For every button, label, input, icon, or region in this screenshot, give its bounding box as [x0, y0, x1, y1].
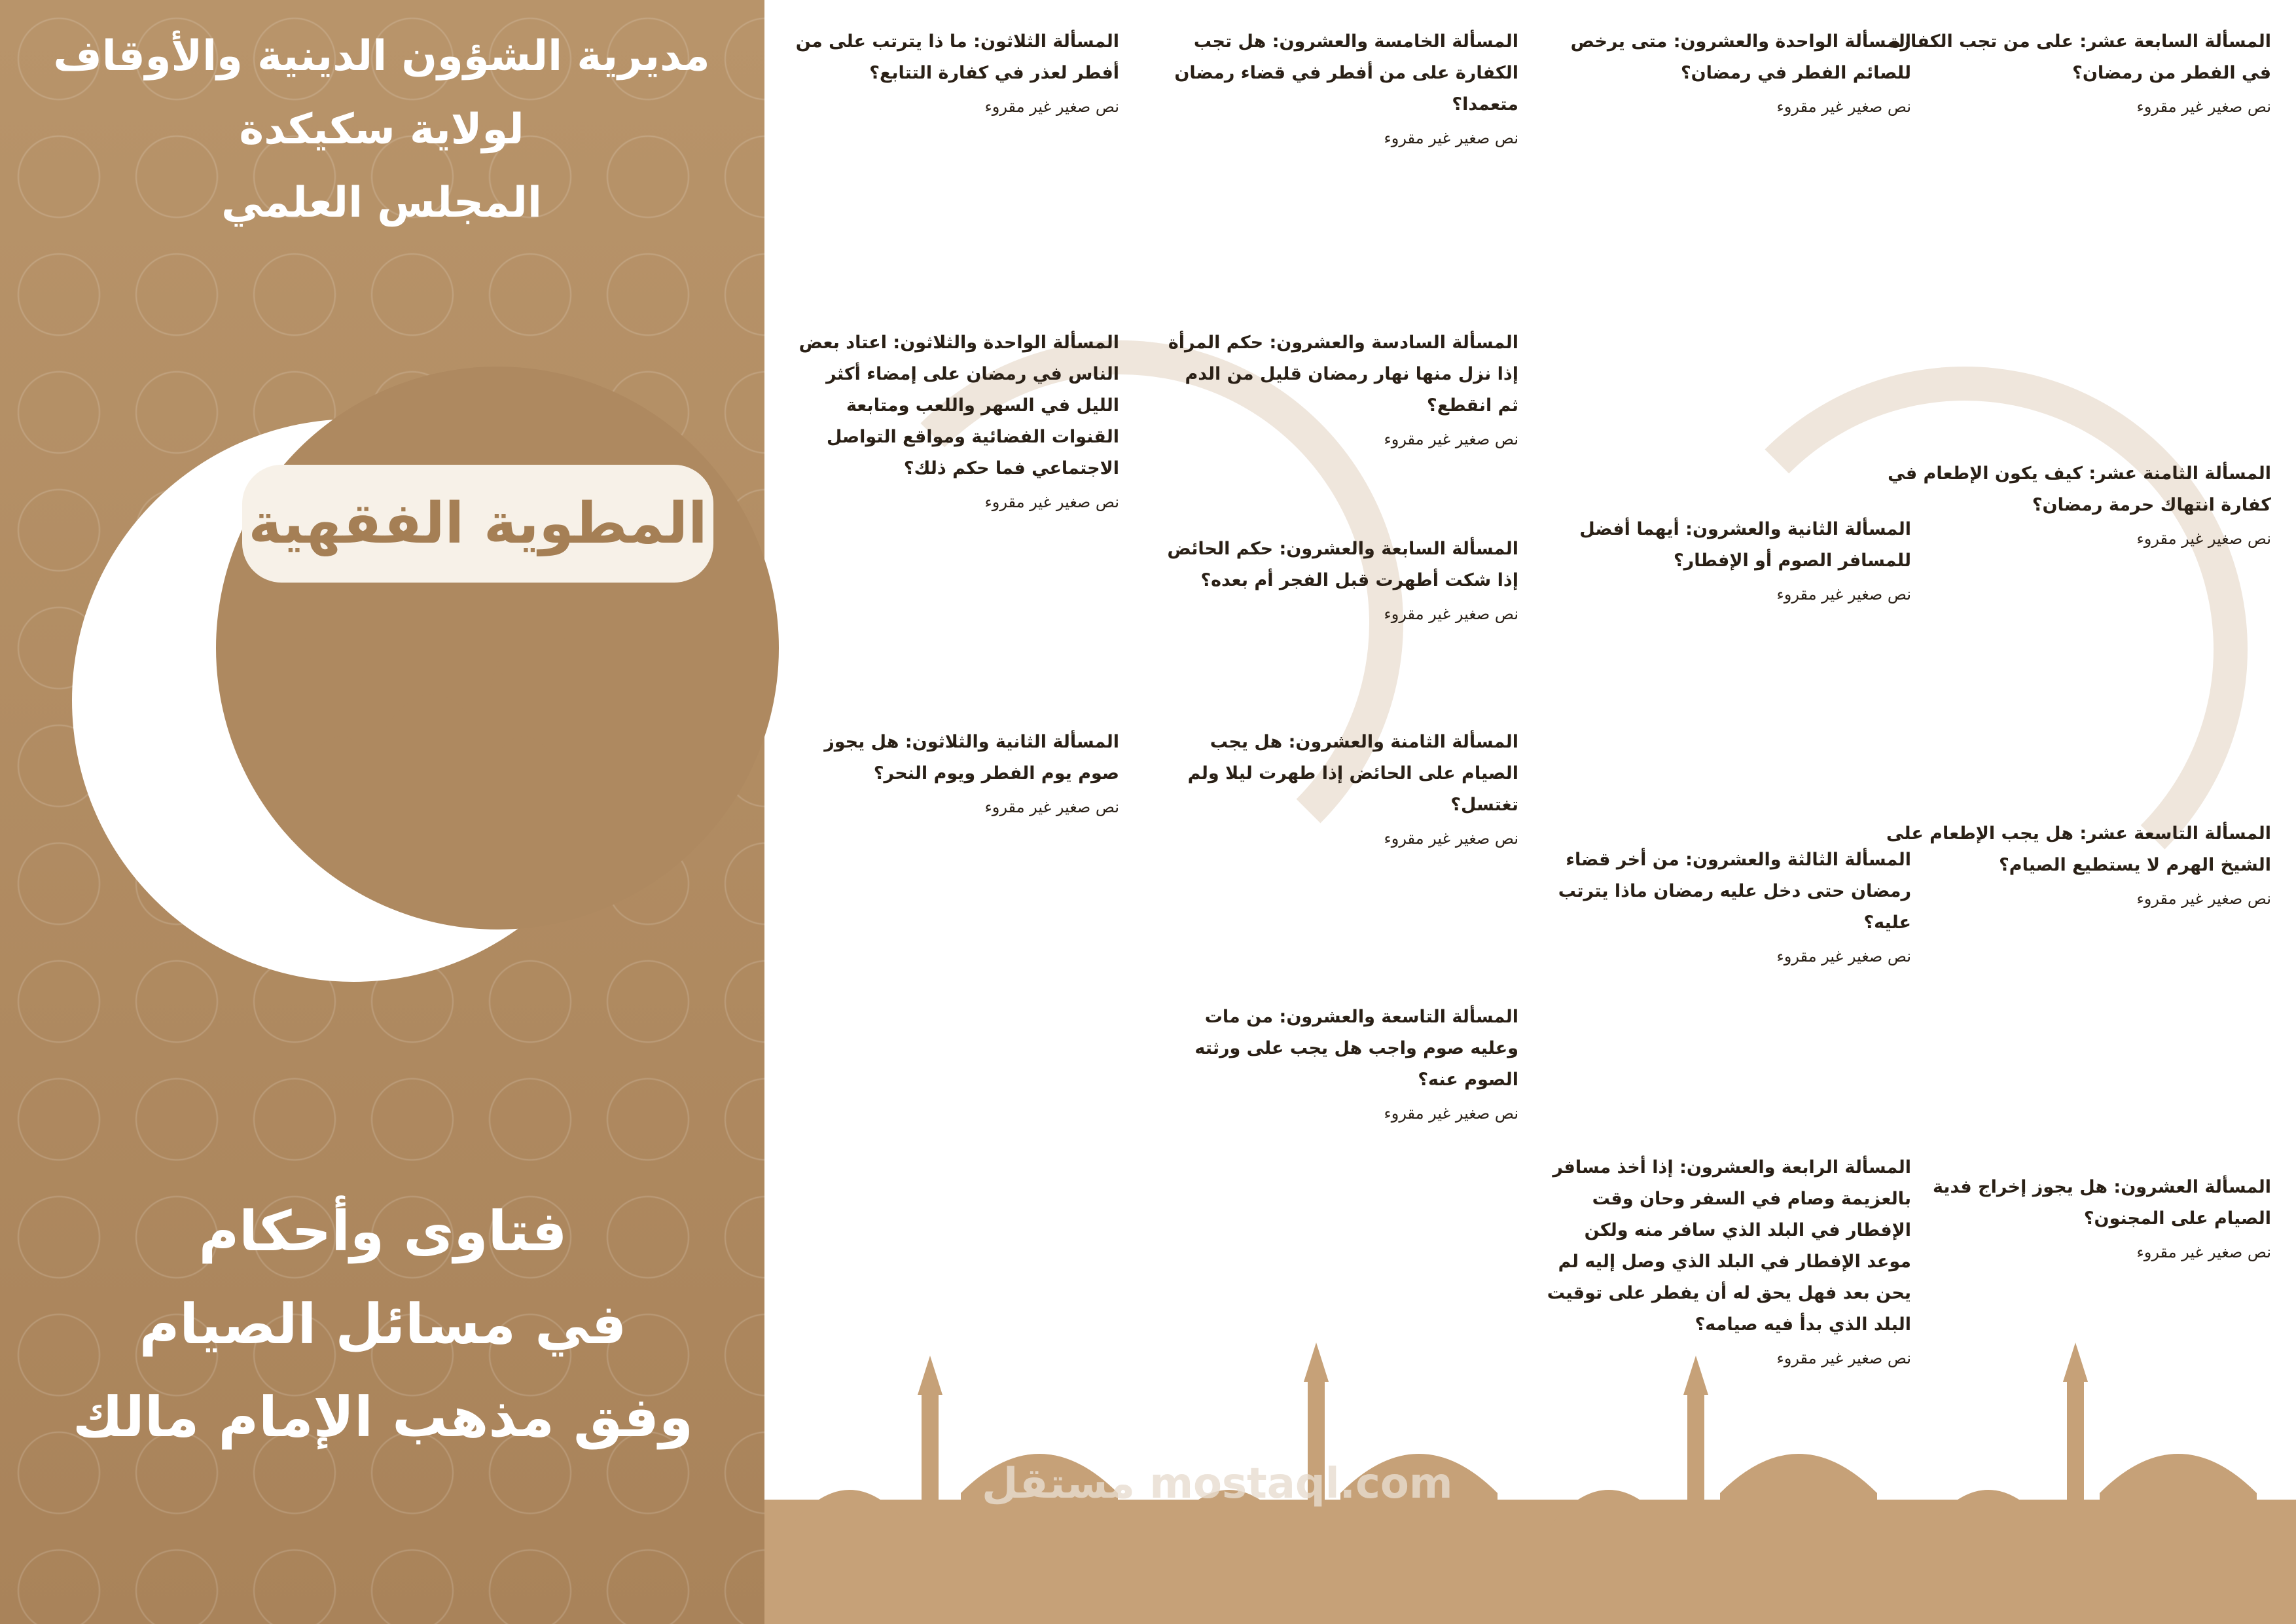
organization-header — [38, 20, 725, 240]
question-block — [1885, 26, 2271, 118]
watermark: مستقل mostaql.com — [982, 1460, 1453, 1508]
question-block — [779, 26, 1119, 118]
question-heading: المسألة الواحدة والثلاثون: اعتاد بعض الناس في رمضان على إمضاء أكثر الليل في السهر واللعب ومتابعة القنوات الفضائية ومواقع التواصل الاجتماعي فما حكم ذلك؟ — [798, 333, 1119, 478]
question-heading: المسألة الثامنة والعشرون: هل يجب الصيام على الحائض إذا طهرت ليلا ولم تغتسل؟ — [1187, 732, 1518, 815]
question-heading: المسألة السادسة والعشرون: حكم المرأة إذا نزل منها نهار رمضان قليل من الدم ثم انقطع؟ — [1168, 333, 1518, 416]
answer-text: نص صغير غير مقروء — [1776, 947, 1911, 965]
badge-text: المطوية الفقهية — [248, 491, 708, 556]
answer-text: نص صغير غير مقروء — [1776, 585, 1911, 604]
answer-text: نص صغير غير مقروء — [984, 798, 1119, 816]
question-heading: المسألة الثلاثون: ما ذا يترتب على من أفطر لعذر في كفارة التتابع؟ — [795, 31, 1119, 83]
question-block — [1165, 26, 1518, 149]
answer-text: نص صغير غير مقروء — [984, 493, 1119, 511]
question-heading: المسألة السابعة عشر: على من تجب الكفارة في الفطر من رمضان؟ — [1890, 31, 2271, 83]
question-heading: المسألة السابعة والعشرون: حكم الحائض إذا شكت أطهرت قبل الفجر أم بعده؟ — [1167, 539, 1518, 590]
question-block — [779, 327, 1119, 513]
cover-title-line-2: في مسائل الصيام — [139, 1292, 627, 1356]
question-block — [1885, 818, 2271, 910]
question-block — [779, 727, 1119, 818]
question-block — [1165, 727, 1518, 850]
answer-text: نص صغير غير مقروء — [1776, 98, 1911, 116]
answer-text: نص صغير غير مقروء — [1776, 1349, 1911, 1367]
question-block — [1165, 327, 1518, 450]
answer-text: نص صغير غير مقروء — [1384, 605, 1518, 623]
question-block — [1165, 1001, 1518, 1125]
answer-text: نص صغير غير مقروء — [2136, 98, 2271, 116]
question-block — [1545, 1152, 1911, 1369]
org-line-2: لولاية سكيكدة — [239, 105, 524, 154]
question-heading: المسألة العشرون: هل يجوز إخراج فدية الصيام على المجنون؟ — [1932, 1177, 2271, 1229]
cover-panel — [0, 0, 764, 1624]
answer-text: نص صغير غير مقروء — [2136, 1243, 2271, 1261]
question-heading: المسألة الثالثة والعشرون: من أخر قضاء رمضان حتى دخل عليه رمضان ماذا يترتب عليه؟ — [1558, 850, 1911, 933]
cover-title — [39, 1185, 726, 1464]
answer-text: نص صغير غير مقروء — [2136, 890, 2271, 908]
answer-text: نص صغير غير مقروء — [2136, 530, 2271, 548]
question-block — [1885, 1172, 2271, 1263]
mosque-silhouette-icon — [236, 589, 628, 805]
answer-text: نص صغير غير مقروء — [1384, 1104, 1518, 1123]
question-block — [1885, 458, 2271, 550]
question-block — [1165, 533, 1518, 625]
question-block — [1545, 514, 1911, 605]
org-line-3: المجلس العلمي — [221, 179, 542, 227]
question-block — [1545, 26, 1911, 118]
question-heading: المسألة التاسعة عشر: هل يجب الإطعام على الشيخ الهرم لا يستطيع الصيام؟ — [1886, 823, 2271, 875]
cover-title-line-1: فتاوى وأحكام — [198, 1199, 567, 1263]
answer-text: نص صغير غير مقروء — [984, 98, 1119, 116]
org-line-1: مديرية الشؤون الدينية والأوقاف — [53, 32, 710, 81]
answer-text: نص صغير غير مقروء — [1384, 129, 1518, 147]
question-heading: المسألة الرابعة والعشرون: إذا أخذ مسافر بالعزيمة وصام في السفر وحان وقت الإفطار في البلد الذي سافر منه ولكن موعد الإفطار في البلد الذي وصل إليه لم يحن بعد فهل يحق له أن يفطر على توقيت البلد الذي بدأ فيه صيامه؟ — [1547, 1157, 1911, 1335]
question-block — [1545, 844, 1911, 967]
question-heading: المسألة الثانية والعشرون: أيهما أفضل للمسافر الصوم أو الإفطار؟ — [1579, 519, 1911, 571]
answer-text: نص صغير غير مقروء — [1384, 829, 1518, 848]
question-heading: المسألة الثانية والثلاثون: هل يجوز صوم يوم الفطر ويوم النحر؟ — [824, 732, 1119, 784]
question-heading: المسألة الواحدة والعشرون: متى يرخص للصائم الفطر في رمضان؟ — [1570, 31, 1911, 83]
question-heading: المسألة الخامسة والعشرون: هل تجب الكفارة على من أفطر في قضاء رمضان متعمدا؟ — [1174, 31, 1518, 115]
question-heading: المسألة الثامنة عشر: كيف يكون الإطعام في كفارة انتهاك حرمة رمضان؟ — [1888, 463, 2271, 515]
answer-text: نص صغير غير مقروء — [1384, 430, 1518, 448]
question-heading: المسألة التاسعة والعشرون: من مات وعليه صوم واجب هل يجب على ورثته الصوم عنه؟ — [1194, 1007, 1518, 1090]
leaflet-title-badge — [242, 465, 713, 583]
cover-title-line-3: وفق مذهب الإمام مالك — [72, 1385, 694, 1449]
